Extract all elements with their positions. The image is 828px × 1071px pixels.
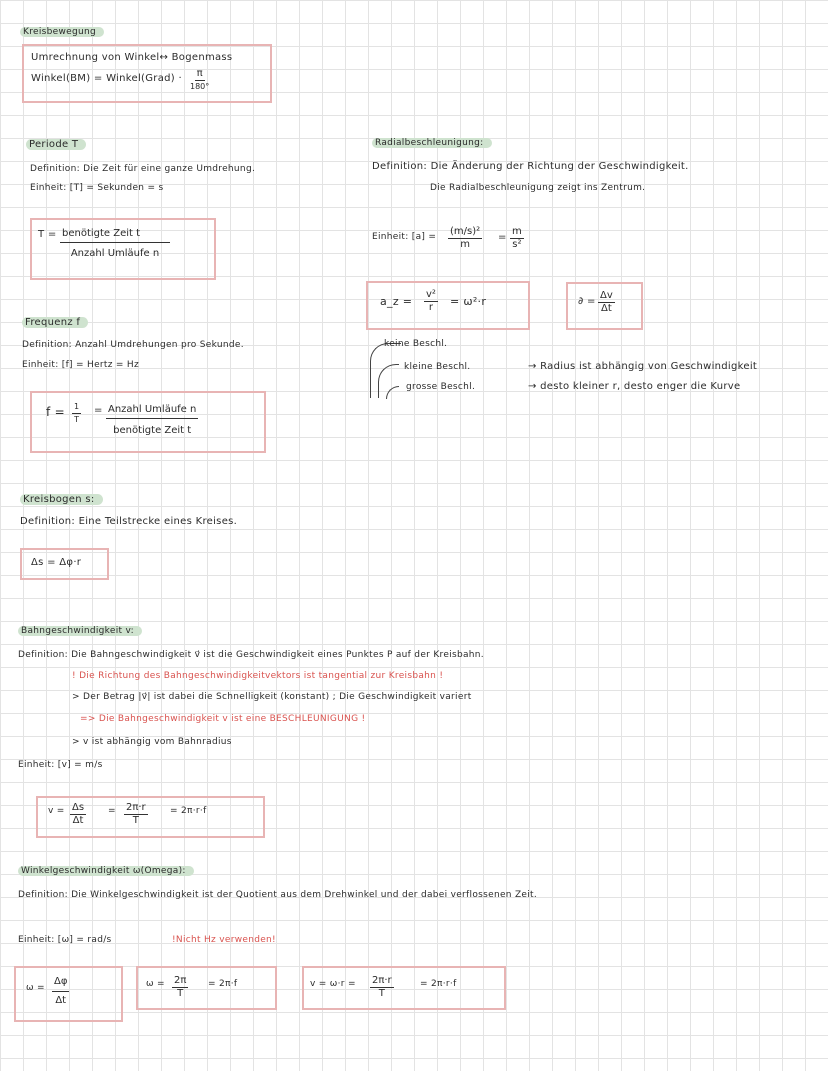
fraction-numerator: m — [512, 226, 522, 237]
conversion-fraction — [188, 68, 211, 93]
section-title-periode: Periode T — [26, 139, 86, 150]
conversion-heading: Umrechnung von Winkel↔ Bogenmass — [31, 52, 233, 63]
label-grosse-beschl: grosse Beschl. — [406, 382, 476, 392]
equals-sign: = — [498, 232, 507, 243]
radial-einheit: Einheit: [a] = — [372, 232, 437, 242]
fraction-denominator: T — [132, 815, 139, 826]
fraction-denominator: 180° — [190, 82, 210, 91]
bahn-fraction-1 — [70, 802, 86, 827]
fraction-denominator: r — [428, 302, 434, 313]
fraction-numerator: Anzahl Umläufe n — [106, 404, 198, 419]
fraction-numerator: benötigte Zeit t — [60, 228, 170, 243]
radial-definition: Definition: Die Änderung der Richtung der Geschwindigkeit. — [372, 161, 689, 172]
delta-formula-lhs: ∂ = — [578, 296, 596, 307]
radial-definition-2: Die Radialbeschleunigung zeigt ins Zentrum. — [430, 183, 646, 193]
bahn-bullet-1: ! Die Richtung des Bahngeschwindigkeitvektors ist tangential zur Kreisbahn ! — [72, 671, 444, 681]
bahn-bullet-3: => Die Bahngeschwindigkeit v ist eine BESCHLEUNIGUNG ! — [80, 714, 366, 724]
section-title-bahngeschwindigkeit: Bahngeschwindigkeit v: — [18, 626, 142, 636]
fraction-numerator: (m/s)² — [450, 226, 481, 237]
radial-note-2: → desto kleiner r, desto enger die Kurve — [528, 381, 741, 392]
winkel-warning: !Nicht Hz verwenden! — [172, 935, 276, 945]
omega-fraction-1 — [52, 976, 69, 1007]
omega-formula-2-lhs: ω = — [146, 979, 165, 989]
periode-einheit: Einheit: [T] = Sekunden = s — [30, 183, 164, 193]
periode-fraction — [60, 228, 170, 260]
az-formula-rhs: = ω²·r — [450, 295, 487, 308]
fraction-denominator: Δt — [601, 303, 612, 314]
kreisbogen-formula: Δs = Δφ·r — [31, 557, 82, 568]
label-keine-beschl: keine Beschl. — [384, 339, 448, 349]
frequenz-fraction-1 — [72, 401, 81, 426]
bahn-formula-lhs: v = — [48, 806, 65, 816]
section-title-radial: Radialbeschleunigung: — [372, 138, 492, 148]
fraction-numerator: Δφ — [52, 976, 69, 992]
conversion-formula: Winkel(BM) = Winkel(Grad) · — [31, 73, 182, 84]
periode-definition: Definition: Die Zeit für eine ganze Umdrehung. — [30, 164, 256, 174]
fraction-numerator: v² — [426, 289, 436, 300]
equals-sign: = — [108, 806, 116, 816]
frequenz-fraction-2 — [106, 404, 198, 437]
section-title-winkelgeschwindigkeit: Winkelgeschwindigkeit ω(Omega): — [18, 866, 194, 876]
fraction-numerator: 2π·r — [126, 802, 146, 813]
az-formula-lhs: a_z = — [380, 295, 413, 308]
az-fraction — [424, 289, 438, 314]
radial-einheit-fraction-2 — [510, 226, 524, 251]
fraction-numerator: Δs — [72, 802, 85, 813]
frequenz-definition: Definition: Anzahl Umdrehungen pro Sekunde. — [22, 340, 244, 350]
fraction-numerator: Δv — [600, 290, 613, 301]
fraction-denominator: T — [177, 988, 184, 999]
fraction-denominator: T — [378, 988, 385, 999]
delta-fraction — [598, 290, 615, 315]
omega-fraction-2 — [172, 975, 188, 1000]
bahn-einheit: Einheit: [v] = m/s — [18, 760, 103, 770]
section-title-kreisbogen: Kreisbogen s: — [20, 494, 103, 505]
omega-formula-3-lhs: v = ω·r = — [310, 979, 356, 989]
winkel-einheit: Einheit: [ω] = rad/s — [18, 935, 112, 945]
label-kleine-beschl: kleine Beschl. — [404, 362, 471, 372]
section-title-kreisbewegung: Kreisbewegung — [20, 27, 104, 37]
bahn-definition: Definition: Die Bahngeschwindigkeit v⃗ ist die Geschwindigkeit eines Punktes P auf der Kreisbahn. — [18, 650, 484, 660]
fraction-denominator: benötigte Zeit t — [113, 425, 192, 436]
fraction-denominator: s² — [512, 239, 522, 250]
winkel-definition: Definition: Die Winkelgeschwindigkeit ist der Quotient aus dem Drehwinkel und der dabei verflossenen Zeit. — [18, 890, 538, 900]
periode-formula-lhs: T = — [38, 229, 57, 240]
omega-formula-2-rhs: = 2π·f — [208, 979, 238, 989]
omega-fraction-3 — [370, 975, 394, 1000]
section-title-frequenz: Frequenz f — [22, 317, 88, 328]
fraction-numerator: 2π — [174, 975, 187, 986]
bahn-bullet-2: > Der Betrag |v⃗| ist dabei die Schnelligkeit (konstant) ; Die Geschwindigkeit variert — [72, 692, 472, 702]
fraction-denominator: m — [460, 239, 470, 250]
kreisbogen-definition: Definition: Eine Teilstrecke eines Kreises. — [20, 516, 238, 527]
omega-formula-3-rhs: = 2π·r·f — [420, 979, 457, 989]
fraction-denominator: Δt — [55, 995, 67, 1006]
bahn-fraction-2 — [124, 802, 148, 827]
fraction-numerator: π — [196, 68, 203, 79]
frequenz-einheit: Einheit: [f] = Hertz = Hz — [22, 360, 140, 370]
equals-sign: = — [94, 405, 103, 416]
fraction-denominator: T — [74, 415, 79, 424]
fraction-numerator: 1 — [72, 401, 81, 414]
fraction-denominator: Anzahl Umläufe n — [70, 248, 160, 259]
radial-einheit-fraction — [448, 226, 482, 251]
bahn-formula-rhs: = 2π·r·f — [170, 806, 207, 816]
radial-note-1: → Radius ist abhängig von Geschwindigkeit — [528, 361, 758, 372]
fraction-denominator: Δt — [72, 815, 84, 826]
frequenz-formula-lhs: f = — [46, 405, 65, 419]
omega-formula-1-lhs: ω = — [26, 983, 45, 993]
fraction-numerator: 2π·r — [372, 975, 392, 986]
bahn-bullet-4: > v ist abhängig vom Bahnradius — [72, 737, 232, 747]
